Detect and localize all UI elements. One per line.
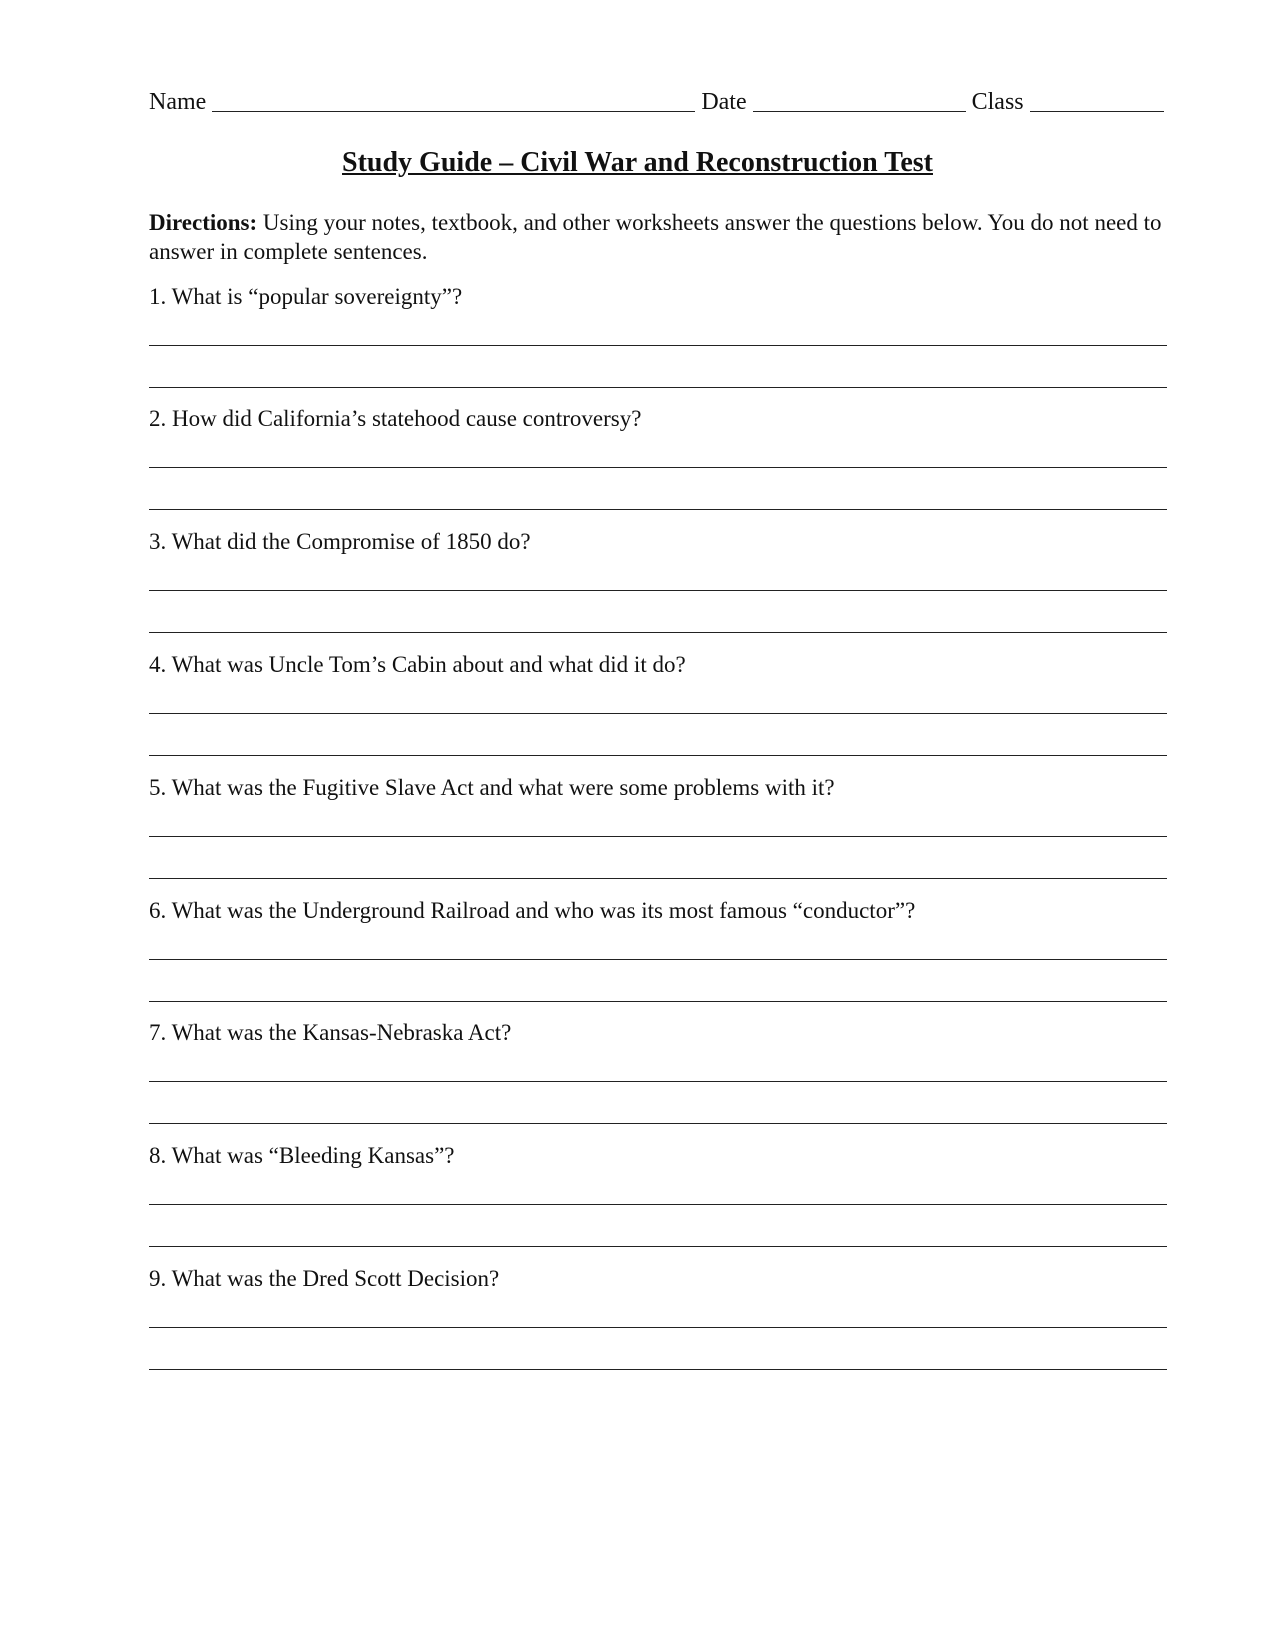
answer-line[interactable] (149, 1327, 1167, 1328)
question-7 (149, 1019, 1169, 1047)
student-info-row (149, 88, 1167, 116)
question-text: 4. What was Uncle Tom’s Cabin about and what did it do? (149, 652, 686, 677)
page-title: Study Guide – Civil War and Reconstruction Test (342, 147, 933, 178)
date-blank[interactable] (753, 89, 966, 112)
class-blank[interactable] (1030, 89, 1164, 112)
question-4 (149, 651, 1169, 679)
question-text: 9. What was the Dred Scott Decision? (149, 1266, 500, 1291)
name-label: Name (149, 89, 207, 115)
question-2 (149, 405, 1169, 433)
question-text: 3. What did the Compromise of 1850 do? (149, 529, 531, 554)
answer-line[interactable] (149, 467, 1167, 468)
answer-line[interactable] (149, 632, 1167, 633)
question-5 (149, 774, 1169, 802)
directions (149, 208, 1169, 266)
directions-label: Directions: (149, 210, 258, 235)
question-text: 8. What was “Bleeding Kansas”? (149, 1143, 455, 1168)
answer-line[interactable] (149, 836, 1167, 837)
answer-line[interactable] (149, 590, 1167, 591)
answer-line[interactable] (149, 345, 1167, 346)
question-6 (149, 897, 1169, 925)
answer-line[interactable] (149, 1246, 1167, 1247)
question-text: 2. How did California’s statehood cause controversy? (149, 406, 642, 431)
answer-line[interactable] (149, 1081, 1167, 1082)
question-text: 6. What was the Underground Railroad and who was its most famous “conductor”? (149, 898, 916, 923)
answer-line[interactable] (149, 755, 1167, 756)
answer-line[interactable] (149, 959, 1167, 960)
name-blank[interactable] (212, 89, 695, 112)
date-label: Date (701, 89, 747, 115)
question-text: 5. What was the Fugitive Slave Act and what were some problems with it? (149, 775, 835, 800)
class-label: Class (971, 89, 1024, 115)
question-text: 1. What is “popular sovereignty”? (149, 284, 463, 309)
directions-text: Using your notes, textbook, and other worksheets answer the questions below. You do not need to answer in complete sentences. (149, 210, 1162, 264)
answer-line[interactable] (149, 1001, 1167, 1002)
question-9 (149, 1265, 1169, 1293)
answer-line[interactable] (149, 509, 1167, 510)
answer-line[interactable] (149, 1123, 1167, 1124)
answer-line[interactable] (149, 878, 1167, 879)
question-3 (149, 528, 1169, 556)
question-1 (149, 283, 1169, 311)
answer-line[interactable] (149, 387, 1167, 388)
question-8 (149, 1142, 1169, 1170)
answer-line[interactable] (149, 713, 1167, 714)
answer-line[interactable] (149, 1369, 1167, 1370)
question-text: 7. What was the Kansas-Nebraska Act? (149, 1020, 512, 1045)
answer-line[interactable] (149, 1204, 1167, 1205)
